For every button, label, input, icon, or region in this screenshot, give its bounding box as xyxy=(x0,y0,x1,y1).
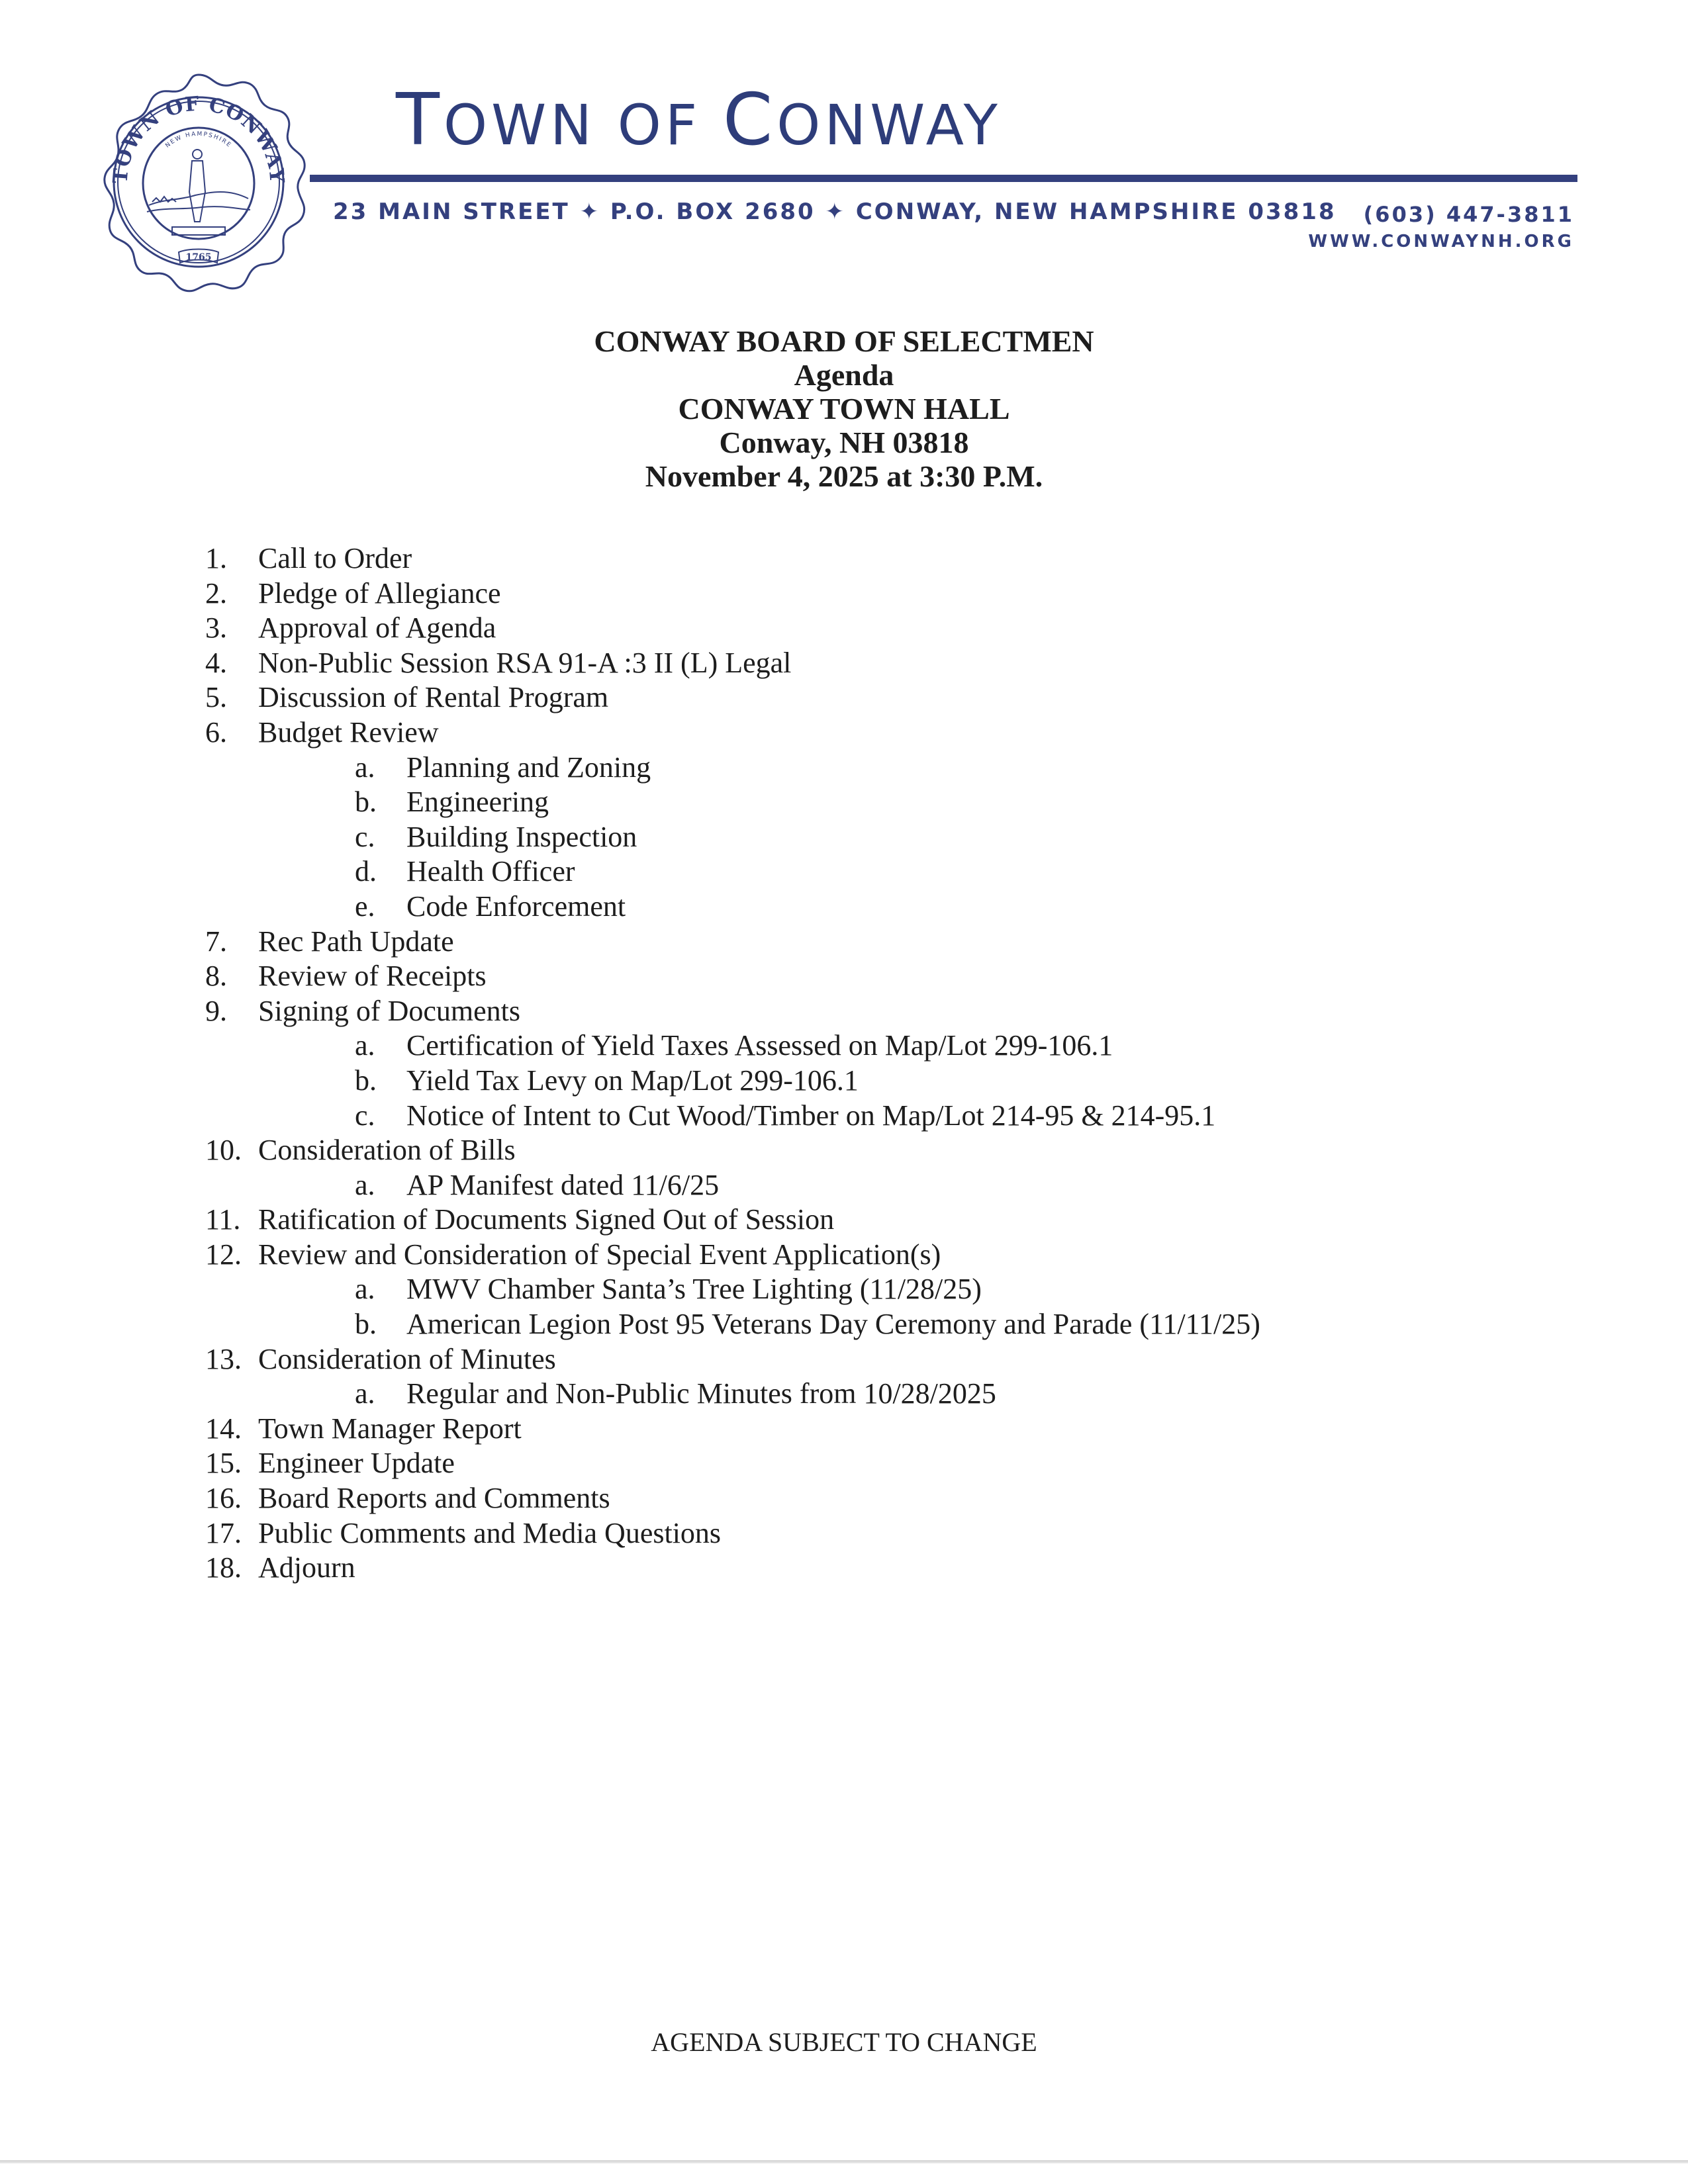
document-type: Agenda xyxy=(794,358,894,392)
agenda-item-text: Town Manager Report xyxy=(258,1412,522,1445)
agenda-item xyxy=(0,1516,1688,1551)
agenda-item-text: Engineer Update xyxy=(258,1447,455,1480)
town-website: WWW.CONWAYNH.ORG xyxy=(1308,232,1574,251)
meeting-venue: CONWAY TOWN HALL xyxy=(678,392,1010,426)
agenda-item-text: Review of Receipts xyxy=(258,960,487,993)
agenda-subitem xyxy=(0,1064,1688,1099)
agenda-subitem xyxy=(0,820,1688,855)
agenda-disclaimer: AGENDA SUBJECT TO CHANGE xyxy=(651,2027,1037,2057)
agenda-subitem xyxy=(0,1168,1688,1203)
agenda-item-text: Building Inspection xyxy=(406,820,637,853)
agenda-subitem xyxy=(0,1028,1688,1064)
agenda-item-text: Yield Tax Levy on Map/Lot 299-106.1 xyxy=(406,1064,859,1097)
agenda-item xyxy=(0,1481,1688,1516)
agenda-item-text: Ratification of Documents Signed Out of Session xyxy=(258,1203,835,1236)
agenda-item-number: 9. xyxy=(205,994,227,1027)
agenda-subitem xyxy=(0,751,1688,786)
agenda-item-text: Code Enforcement xyxy=(406,889,626,923)
agenda-item-number: 1. xyxy=(205,542,227,574)
agenda-item-number: 3. xyxy=(205,612,227,645)
agenda-item-number: 14. xyxy=(205,1412,242,1445)
agenda-item-number: 11. xyxy=(205,1203,241,1236)
agenda-item-number: c. xyxy=(355,820,375,853)
agenda-item xyxy=(0,715,1688,751)
agenda-item-text: AP Manifest dated 11/6/25 xyxy=(406,1168,720,1201)
agenda-item-number: e. xyxy=(355,889,375,923)
agenda-item-number: a. xyxy=(355,1168,375,1201)
agenda-item-text: Review and Consideration of Special Event Application(s) xyxy=(258,1238,941,1271)
agenda-item-text: Call to Order xyxy=(258,542,412,574)
agenda-item-number: a. xyxy=(355,1273,375,1306)
agenda-item-number: 5. xyxy=(205,681,227,714)
agenda-subitem xyxy=(0,1377,1688,1412)
agenda-item xyxy=(0,611,1688,646)
agenda-item-number: 6. xyxy=(205,715,227,749)
agenda-item-number: 16. xyxy=(205,1482,242,1515)
agenda-item-text: Signing of Documents xyxy=(258,994,520,1027)
agenda-item-text: Public Comments and Media Questions xyxy=(258,1516,722,1549)
page-edge xyxy=(0,2160,1688,2163)
agenda-item xyxy=(0,1342,1688,1377)
agenda-item-text: Notice of Intent to Cut Wood/Timber on Map/Lot 214-95 & 214-95.1 xyxy=(406,1099,1216,1132)
agenda-item-number: 2. xyxy=(205,576,227,610)
agenda-item-number: 17. xyxy=(205,1516,242,1549)
agenda-item-text: Discussion of Rental Program xyxy=(258,681,609,714)
agenda-item xyxy=(0,1133,1688,1168)
agenda-item-number: 4. xyxy=(205,646,227,679)
agenda-item-number: c. xyxy=(355,1099,375,1132)
meeting-datetime: November 4, 2025 at 3:30 P.M. xyxy=(645,459,1043,493)
agenda-subitem xyxy=(0,1307,1688,1342)
agenda-item-text: Adjourn xyxy=(258,1551,355,1584)
agenda-item xyxy=(0,1551,1688,1586)
agenda-item-number: 12. xyxy=(205,1238,242,1271)
agenda-subitem xyxy=(0,785,1688,820)
agenda-item-number: b. xyxy=(355,786,377,819)
town-title: TOWN OF CONWAY xyxy=(396,79,1002,161)
agenda-subitem xyxy=(0,1099,1688,1134)
agenda-subitem xyxy=(0,889,1688,925)
agenda-item-text: Board Reports and Comments xyxy=(258,1482,610,1515)
svg-text:NEW HAMPSHIRE: NEW HAMPSHIRE xyxy=(164,130,233,150)
agenda-subitem xyxy=(0,1272,1688,1307)
svg-text:TOWN OF CONWAY: TOWN OF CONWAY xyxy=(109,92,289,185)
agenda-item xyxy=(0,680,1688,715)
agenda-item xyxy=(0,1412,1688,1447)
agenda-item xyxy=(0,994,1688,1029)
town-address: 23 MAIN STREET ✦ P.O. BOX 2680 ✦ CONWAY, NEW HAMPSHIRE 03818 xyxy=(333,199,1336,225)
agenda-item-text: Non-Public Session RSA 91-A :3 II (L) Legal xyxy=(258,646,792,679)
agenda-item-text: Planning and Zoning xyxy=(406,751,651,784)
agenda-item-text: Approval of Agenda xyxy=(258,612,496,645)
agenda-item xyxy=(0,925,1688,960)
meeting-location: Conway, NH 03818 xyxy=(719,426,969,459)
agenda-item-text: Consideration of Minutes xyxy=(258,1342,556,1375)
svg-text:1765: 1765 xyxy=(185,252,212,263)
agenda-item-text: Engineering xyxy=(406,786,549,819)
agenda-item-text: Consideration of Bills xyxy=(258,1134,516,1167)
agenda-item-number: 15. xyxy=(205,1447,242,1480)
agenda-item-number: b. xyxy=(355,1308,377,1341)
agenda-item-number: a. xyxy=(355,1377,375,1410)
agenda-item-text: Certification of Yield Taxes Assessed on Map/Lot 299-106.1 xyxy=(406,1029,1113,1062)
agenda-item-text: Rec Path Update xyxy=(258,925,454,958)
agenda-item-text: MWV Chamber Santa’s Tree Lighting (11/28/25) xyxy=(406,1273,982,1306)
agenda-item-number: 8. xyxy=(205,960,227,993)
agenda-item-number: a. xyxy=(355,1029,375,1062)
board-name: CONWAY BOARD OF SELECTMEN xyxy=(594,324,1094,358)
agenda-subitem xyxy=(0,854,1688,889)
agenda-item-number: b. xyxy=(355,1064,377,1097)
agenda-item-number: d. xyxy=(355,855,377,888)
agenda-item-number: 13. xyxy=(205,1342,242,1375)
letterhead xyxy=(0,0,1688,304)
agenda-item-text: Health Officer xyxy=(406,855,575,888)
agenda-item-text: Pledge of Allegiance xyxy=(258,576,501,610)
town-phone: (603) 447-3811 xyxy=(1363,202,1574,227)
agenda-item-number: 7. xyxy=(205,925,227,958)
agenda-item-text: American Legion Post 95 Veterans Day Ceremony and Parade (11/11/25) xyxy=(406,1308,1260,1341)
agenda-item xyxy=(0,646,1688,681)
agenda-item-number: 10. xyxy=(205,1134,242,1167)
agenda-item xyxy=(0,541,1688,576)
letterhead-divider xyxy=(310,175,1577,182)
agenda-item xyxy=(0,1446,1688,1481)
agenda-item-number: 18. xyxy=(205,1551,242,1584)
agenda-item-text: Regular and Non-Public Minutes from 10/28/2025 xyxy=(406,1377,996,1410)
agenda-item xyxy=(0,1238,1688,1273)
agenda-list xyxy=(0,541,1688,1586)
agenda-heading xyxy=(0,324,1688,493)
town-seal-icon xyxy=(86,69,311,295)
agenda-item xyxy=(0,1203,1688,1238)
agenda-item xyxy=(0,576,1688,612)
agenda-item-text: Budget Review xyxy=(258,715,439,749)
agenda-item xyxy=(0,959,1688,994)
agenda-item-number: a. xyxy=(355,751,375,784)
